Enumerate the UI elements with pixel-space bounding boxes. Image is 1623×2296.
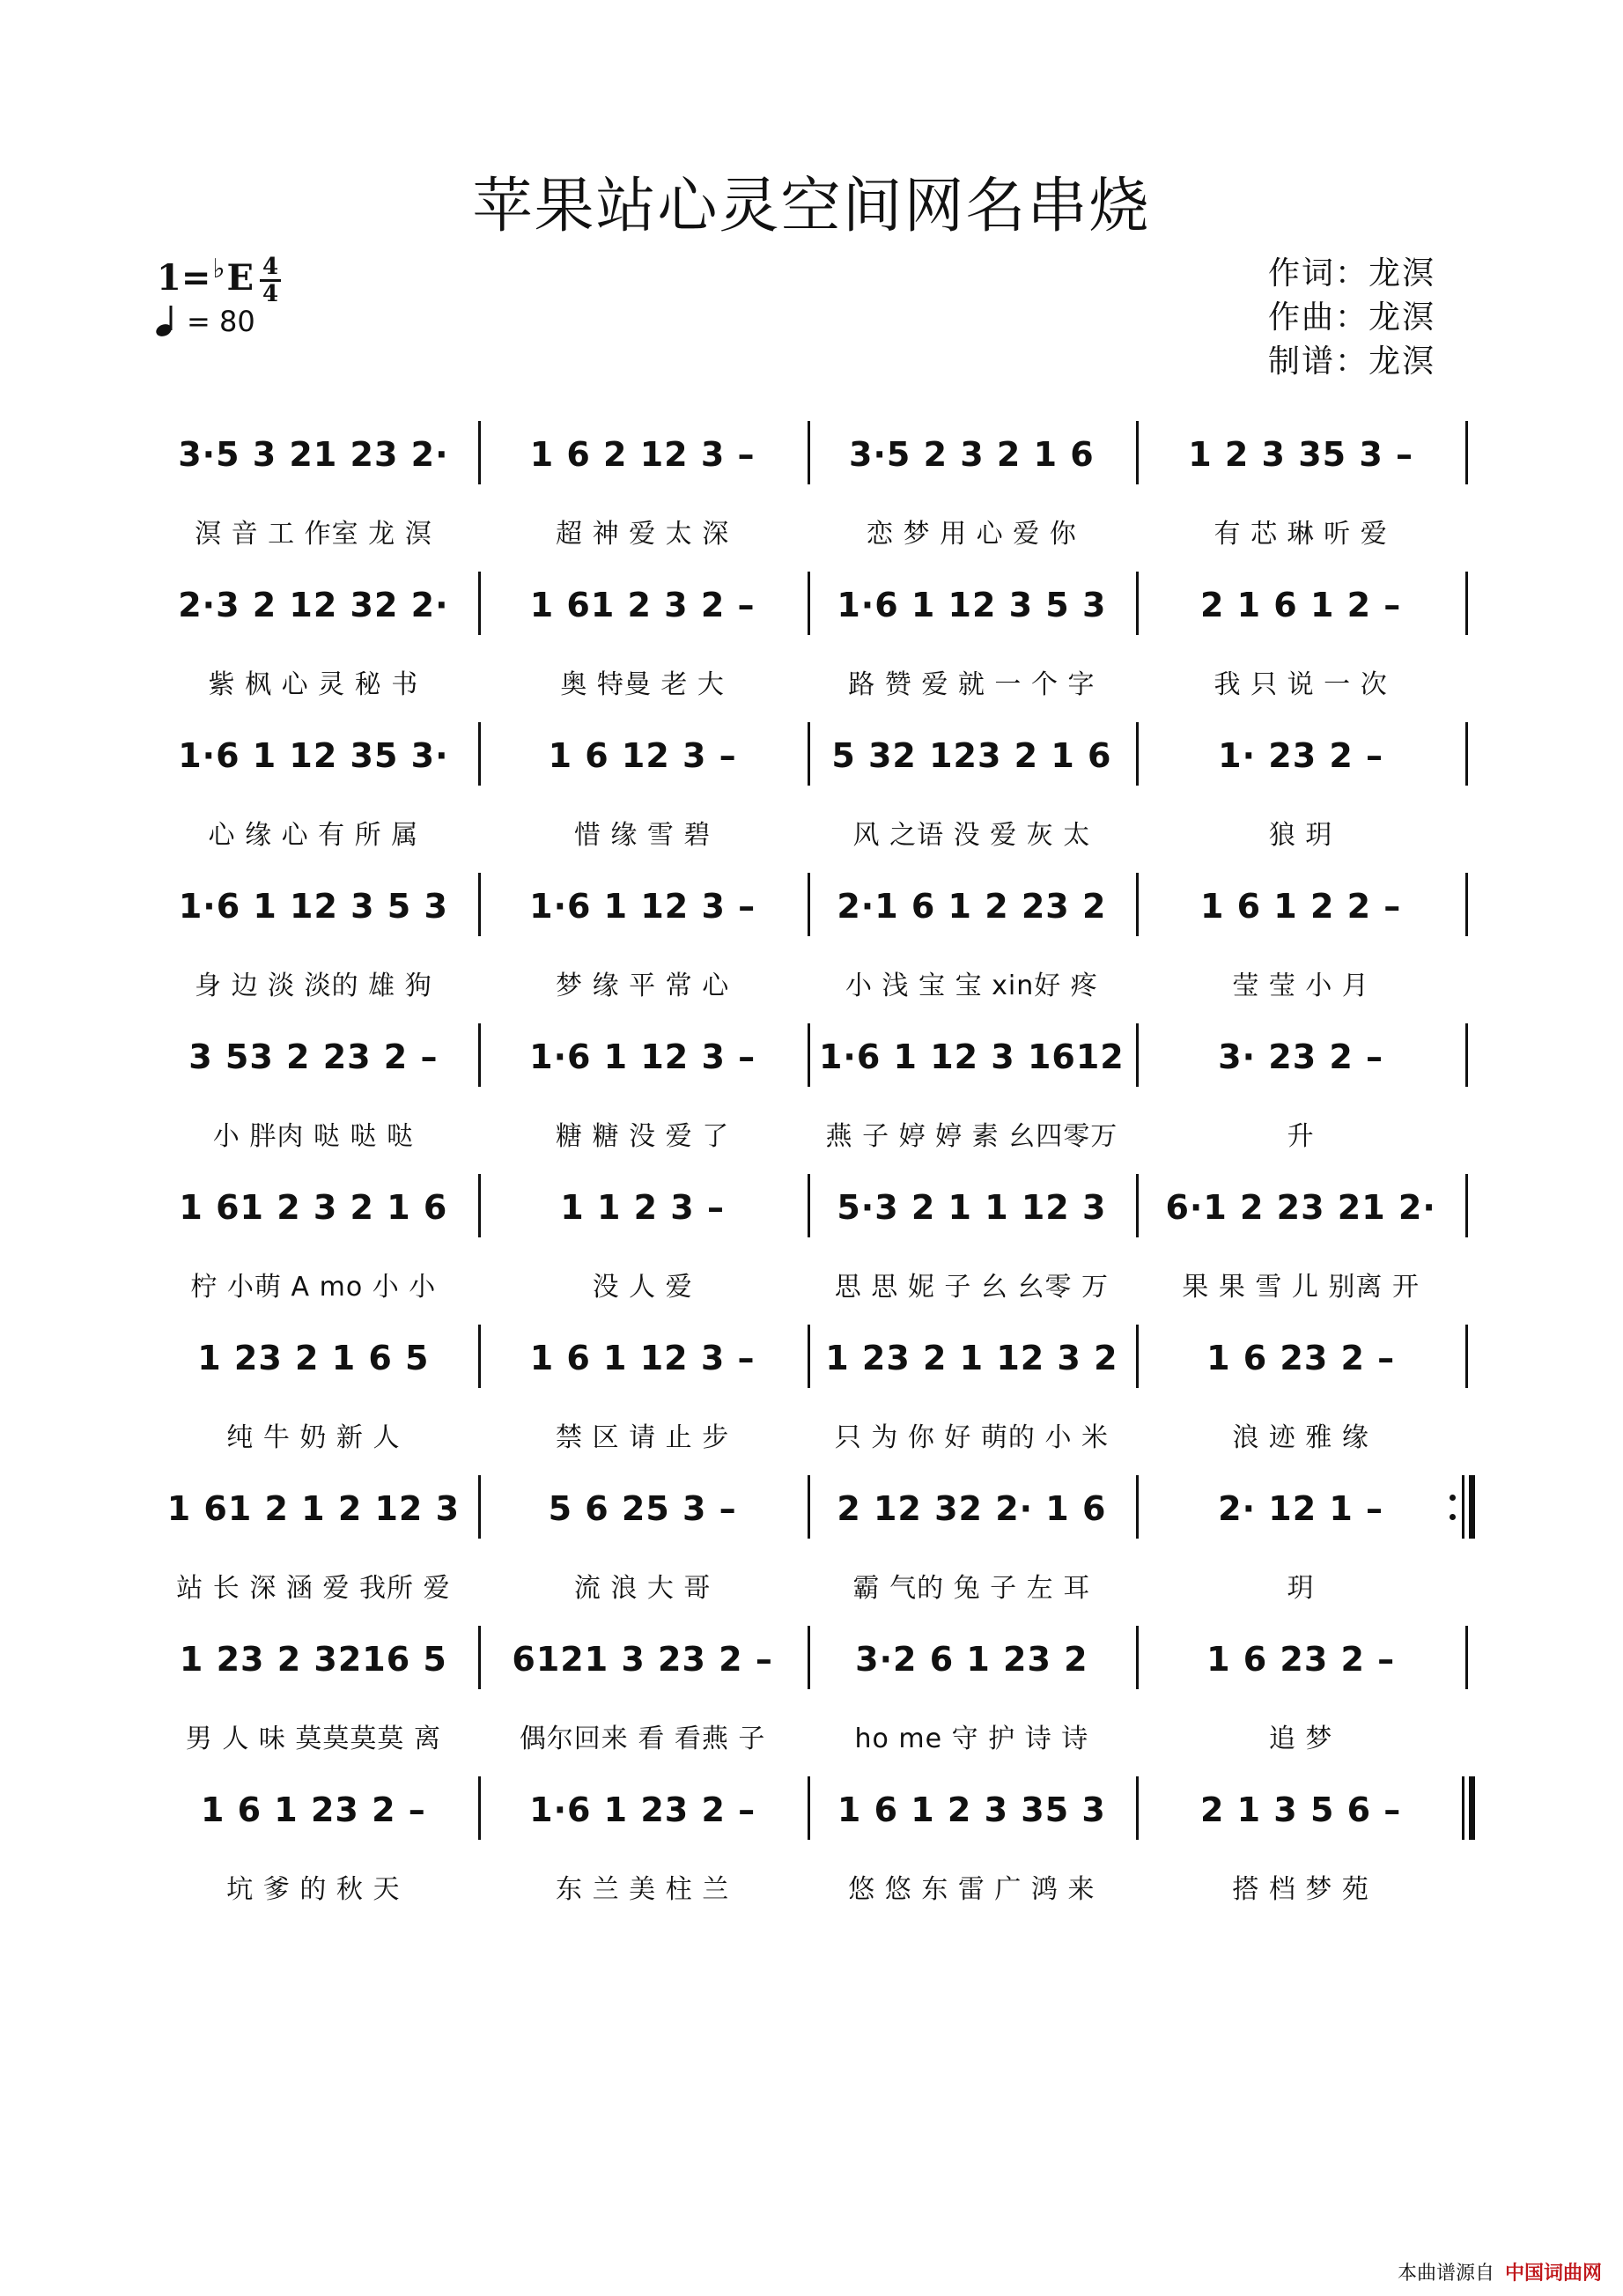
measure-notes: 1 6 23 2 – (1206, 1339, 1396, 1377)
barline (478, 1325, 481, 1388)
measure (813, 1475, 1132, 1604)
measure (813, 421, 1132, 550)
score-system (0, 421, 1623, 571)
measure-notes: 3·2 6 1 23 2 (855, 1640, 1088, 1679)
measure (483, 1776, 802, 1905)
score-system (0, 873, 1623, 1022)
time-signature-top: 4 (262, 254, 279, 280)
key-note: E (226, 257, 255, 299)
measure-lyrics: 路 赞 爱 就 一 个 字 (848, 669, 1096, 700)
measure-notes: 1 2 3 35 3 – (1188, 435, 1414, 474)
barline (478, 873, 481, 936)
footer-source: 本曲谱源自 (1397, 2263, 1494, 2285)
key-prefix: 1= (157, 257, 211, 299)
measure-lyrics: 身 边 淡 淡的 雄 狗 (195, 971, 432, 1001)
barline (808, 1475, 810, 1539)
measure-notes: 1 1 2 3 – (560, 1188, 725, 1227)
barline (1465, 1174, 1468, 1237)
measure-lyrics: 没 人 爱 (592, 1272, 693, 1303)
measure-lyrics: 思 思 妮 子 幺 幺零 万 (834, 1272, 1109, 1303)
measure (154, 873, 473, 1001)
repeat-barline (1462, 1475, 1474, 1539)
measure-notes: 5 6 25 3 – (548, 1489, 737, 1528)
key-signature (157, 254, 254, 299)
time-signature-bottom: 4 (262, 281, 279, 307)
measure-notes: 1·6 1 12 3 – (529, 1037, 756, 1076)
measure (154, 1626, 473, 1754)
measure-lyrics: 狼 玥 (1268, 820, 1333, 851)
measure (483, 1023, 802, 1152)
measure-lyrics: 紫 枫 心 灵 秘 书 (208, 669, 419, 700)
barline (808, 873, 810, 936)
score-system (0, 722, 1623, 872)
measure-lyrics: 小 浅 宝 宝 xin好 疼 (845, 971, 1098, 1001)
measure (483, 1475, 802, 1604)
barline (808, 1325, 810, 1388)
measure (813, 1023, 1132, 1152)
measure (483, 421, 802, 550)
barline (808, 1174, 810, 1237)
measure-lyrics: 悠 悠 东 雷 广 鸿 来 (848, 1874, 1096, 1905)
measure (154, 1776, 473, 1905)
barline (1136, 1325, 1139, 1388)
measure-lyrics: 超 神 爱 太 深 (556, 519, 730, 550)
measure-lyrics: 东 兰 美 柱 兰 (556, 1874, 730, 1905)
measure (483, 1325, 802, 1453)
measure (154, 1325, 473, 1453)
barline (1465, 572, 1468, 635)
barline (1136, 1475, 1139, 1539)
barline (478, 1776, 481, 1840)
score-system (0, 1776, 1623, 1926)
measure-notes: 5 32 123 2 1 6 (831, 736, 1112, 775)
tempo-marking (151, 303, 255, 338)
credits (1268, 252, 1435, 384)
measure-notes: 6·1 2 23 21 2· (1165, 1188, 1436, 1227)
measure-lyrics: 糖 糖 没 爱 了 (556, 1121, 730, 1152)
measure (813, 722, 1132, 851)
measure-notes: 1 6 1 12 3 – (529, 1339, 756, 1377)
barline (478, 1475, 481, 1539)
composer: 作曲：龙溟 (1268, 299, 1436, 336)
measure-lyrics: 流 浪 大 哥 (573, 1573, 712, 1604)
measure-notes: 1 23 2 3216 5 (179, 1640, 447, 1679)
measure-lyrics: 恋 梦 用 心 爱 你 (867, 519, 1077, 550)
measure-lyrics: 柠 小萌 A mo 小 小 (190, 1272, 437, 1303)
measure-lyrics: 偶尔回来 看 看燕 子 (519, 1724, 766, 1754)
measure-notes: 3 53 2 23 2 – (188, 1037, 439, 1076)
measure (1141, 421, 1460, 550)
measure-lyrics: 小 胖肉 哒 哒 哒 (212, 1121, 414, 1152)
score-system (0, 1475, 1623, 1625)
quarter-note-icon (151, 303, 187, 338)
measure (813, 1174, 1132, 1303)
measure-notes: 1 6 2 12 3 – (529, 435, 756, 474)
barline (1136, 1626, 1139, 1689)
score-system (0, 1325, 1623, 1474)
barline (1465, 722, 1468, 786)
tempo-value: = 80 (187, 305, 255, 338)
measure-notes: 1·6 1 23 2 – (529, 1790, 756, 1829)
barline (1136, 1776, 1139, 1840)
measure-lyrics: 燕 子 婷 婷 素 幺四零万 (825, 1121, 1118, 1152)
measure-lyrics: 梦 缘 平 常 心 (556, 971, 730, 1001)
measure-notes: 1·6 1 12 3 – (529, 887, 756, 926)
barline (1136, 722, 1139, 786)
measure-lyrics: 禁 区 请 止 步 (556, 1422, 730, 1453)
measure (154, 421, 473, 550)
measure-notes: 1 23 2 1 6 5 (197, 1339, 430, 1377)
measure-notes: 2· 12 1 – (1218, 1489, 1384, 1528)
barline (808, 421, 810, 484)
measure-lyrics: 霸 气的 兔 子 左 耳 (852, 1573, 1091, 1604)
measure (1141, 1174, 1460, 1303)
measure-lyrics: 有 芯 琳 听 爱 (1214, 519, 1388, 550)
barline (808, 572, 810, 635)
measure-notes: 1 23 2 1 12 3 2 (825, 1339, 1118, 1377)
measure-lyrics: 心 缘 心 有 所 属 (208, 820, 419, 851)
measure (1141, 1776, 1460, 1905)
barline (1465, 1325, 1468, 1388)
measure-lyrics: 搭 档 梦 苑 (1232, 1874, 1369, 1905)
barline (478, 1626, 481, 1689)
measure-lyrics: 纯 牛 奶 新 人 (226, 1422, 401, 1453)
measure-notes: 1·6 1 12 3 1612 (818, 1037, 1125, 1076)
barline (1465, 873, 1468, 936)
measure (813, 572, 1132, 700)
barline (478, 572, 481, 635)
measure-lyrics: 果 果 雪 儿 别离 开 (1182, 1272, 1420, 1303)
barline (478, 421, 481, 484)
lyricist: 作词：龙溟 (1268, 255, 1436, 292)
measure (154, 1174, 473, 1303)
measure-lyrics: 追 梦 (1268, 1724, 1333, 1754)
measure-notes: 2 12 32 2· 1 6 (837, 1489, 1107, 1528)
barline (808, 1023, 810, 1087)
score-system (0, 1626, 1623, 1776)
measure-notes: 1 6 12 3 – (548, 736, 737, 775)
measure-lyrics: 坑 爹 的 秋 天 (226, 1874, 401, 1905)
measure-notes: 5·3 2 1 1 12 3 (837, 1188, 1107, 1227)
barline (808, 1626, 810, 1689)
measure-lyrics: 溟 音 工 作室 龙 溟 (195, 519, 432, 550)
flat-sign: ♭ (212, 254, 225, 284)
measure-notes: 1 61 2 3 2 – (529, 586, 756, 624)
measure-notes: 1 61 2 3 2 1 6 (179, 1188, 448, 1227)
measure-lyrics: 奥 特曼 老 大 (560, 669, 725, 700)
measure-lyrics: 站 长 深 涵 爱 我所 爱 (176, 1573, 451, 1604)
time-signature (260, 255, 281, 306)
measure-lyrics: 浪 迹 雅 缘 (1232, 1422, 1369, 1453)
measure-notes: 1 6 1 2 2 – (1199, 887, 1402, 926)
measure-lyrics: 升 (1287, 1121, 1315, 1152)
measure (154, 572, 473, 700)
measure-lyrics: ho me 守 护 诗 诗 (854, 1724, 1089, 1754)
measure (483, 572, 802, 700)
barline (478, 1174, 481, 1237)
measure (154, 1475, 473, 1604)
final-barline (1462, 1776, 1474, 1840)
measure (1141, 873, 1460, 1001)
measure (1141, 1023, 1460, 1152)
measure-notes: 2 1 6 1 2 – (1199, 586, 1402, 624)
score-system (0, 572, 1623, 721)
footer (1398, 2258, 1602, 2285)
measure (483, 1626, 802, 1754)
measure (483, 722, 802, 851)
measure (1141, 1626, 1460, 1754)
barline (808, 722, 810, 786)
measure-notes: 6121 3 23 2 – (512, 1640, 773, 1679)
measure (1141, 1475, 1460, 1604)
barline (1136, 1023, 1139, 1087)
measure (1141, 722, 1460, 851)
score-system (0, 1174, 1623, 1324)
measure-lyrics: 男 人 味 莫莫莫莫 离 (185, 1724, 441, 1754)
barline (1136, 1174, 1139, 1237)
measure (813, 1325, 1132, 1453)
measure (813, 873, 1132, 1001)
barline (478, 722, 481, 786)
measure (813, 1776, 1132, 1905)
measure-lyrics: 惜 缘 雪 碧 (573, 820, 712, 851)
measure-notes: 2 1 3 5 6 – (1199, 1790, 1402, 1829)
measure (483, 1174, 802, 1303)
measure-notes: 1 61 2 1 2 12 3 (166, 1489, 461, 1528)
measure-lyrics: 风 之语 没 爱 灰 太 (852, 820, 1091, 851)
measure-notes: 1·6 1 12 3 5 3 (178, 887, 448, 926)
measure-notes: 1· 23 2 – (1218, 736, 1384, 775)
barline (1136, 421, 1139, 484)
measure (1141, 572, 1460, 700)
measure-notes: 2·1 6 1 2 23 2 (837, 887, 1107, 926)
barline (1465, 1023, 1468, 1087)
measure (154, 722, 473, 851)
song-title: 苹果站心灵空间网名串烧 (472, 172, 1151, 241)
barline (1136, 873, 1139, 936)
footer-brand: 中国词曲网 (1504, 2263, 1602, 2285)
measure-lyrics: 只 为 你 好 萌的 小 米 (834, 1422, 1109, 1453)
measure-notes: 1 6 23 2 – (1206, 1640, 1396, 1679)
measure-lyrics: 我 只 说 一 次 (1214, 669, 1388, 700)
arranger: 制谱：龙溟 (1268, 343, 1436, 380)
barline (1465, 1626, 1468, 1689)
measure-lyrics: 莹 莹 小 月 (1232, 971, 1369, 1001)
measure-notes: 3·5 2 3 2 1 6 (849, 435, 1095, 474)
measure-notes: 2·3 2 12 32 2· (178, 586, 449, 624)
measure-notes: 3· 23 2 – (1218, 1037, 1384, 1076)
measure (813, 1626, 1132, 1754)
measure-notes: 3·5 3 21 23 2· (178, 435, 449, 474)
measure (483, 873, 802, 1001)
measure-notes: 1·6 1 12 35 3· (178, 736, 449, 775)
barline (478, 1023, 481, 1087)
barline (1465, 421, 1468, 484)
barline (1136, 572, 1139, 635)
measure-notes: 1 6 1 23 2 – (200, 1790, 426, 1829)
measure (154, 1023, 473, 1152)
measure-notes: 1 6 1 2 3 35 3 (837, 1790, 1106, 1829)
score-system (0, 1023, 1623, 1173)
barline (808, 1776, 810, 1840)
measure-notes: 1·6 1 12 3 5 3 (837, 586, 1107, 624)
measure-lyrics: 玥 (1287, 1573, 1315, 1604)
measure (1141, 1325, 1460, 1453)
